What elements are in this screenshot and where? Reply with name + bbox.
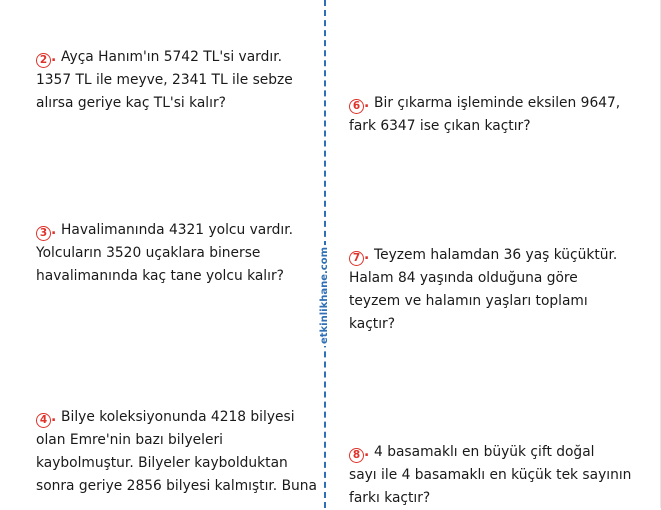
question-line: havalimanında kaç tane yolcu kalır?: [36, 268, 284, 284]
question-line: 7 . Teyzem halamdan 36 yaş küçüktür.: [349, 244, 617, 267]
question-3: [36, 219, 293, 288]
question-line: teyzem ve halamın yaşları toplamı: [349, 293, 588, 309]
question-2: [36, 46, 293, 115]
question-line: kaçtır?: [349, 316, 396, 332]
question-8: [349, 441, 631, 510]
question-4: [36, 406, 317, 498]
question-line: sonra geriye 2856 bilyesi kalmıştır. Buna: [36, 478, 317, 494]
question-line: Yolcuların 3520 uçaklara binerse: [36, 245, 261, 261]
question-number-badge: 7: [349, 251, 364, 266]
brand-watermark: [316, 246, 334, 344]
question-line: Halam 84 yaşında olduğuna göre: [349, 270, 578, 286]
question-line: 3 . Havalimanında 4321 yolcu vardır.: [36, 219, 293, 242]
question-line: 2 . Ayça Hanım'ın 5742 TL'si vardır.: [36, 46, 293, 69]
question-number-badge: 2: [36, 53, 51, 68]
question-6: [349, 92, 620, 138]
question-line: farkı kaçtır?: [349, 490, 431, 506]
question-line: 6 . Bir çıkarma işleminde eksilen 9647,: [349, 92, 620, 115]
question-7: [349, 244, 617, 336]
question-line: 8 . 4 basamaklı en büyük çift doğal: [349, 441, 631, 464]
question-number-badge: 8: [349, 448, 364, 463]
question-number-badge: 6: [349, 99, 364, 114]
brand-text: etkinlikhane.com: [319, 246, 331, 344]
question-line: sayı ile 4 basamaklı en küçük tek sayının: [349, 467, 632, 483]
question-line: olan Emre'nin bazı bilyeleri: [36, 432, 223, 448]
question-number-badge: 4: [36, 413, 51, 428]
question-number-badge: 3: [36, 226, 51, 241]
question-line: 1357 TL ile meyve, 2341 TL ile sebze: [36, 72, 293, 88]
question-line: 4 . Bilye koleksiyonunda 4218 bilyesi: [36, 406, 317, 429]
question-line: kaybolmuştur. Bilyeler kaybolduktan: [36, 455, 288, 471]
question-line: fark 6347 ise çıkan kaçtır?: [349, 118, 531, 134]
question-line: alırsa geriye kaç TL'si kalır?: [36, 95, 226, 111]
